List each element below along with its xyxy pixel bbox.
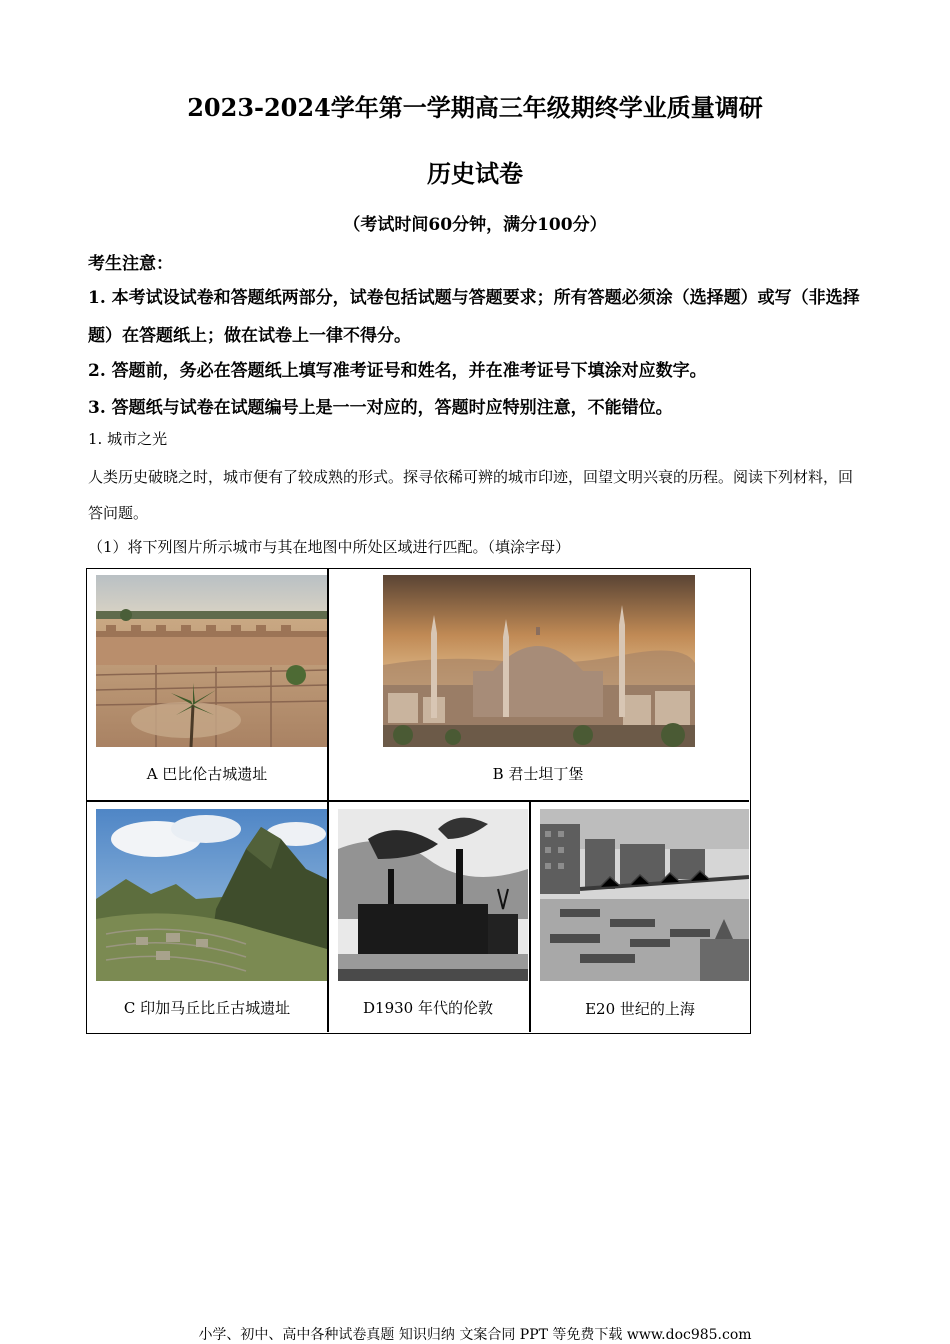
photo-caption-e: E20 世纪的上海: [585, 1000, 695, 1018]
london-1930s-photo: [338, 809, 528, 981]
page-title: 2023-2024学年第一学期高三年级期终学业质量调研: [187, 93, 763, 122]
question-sub-1: （1）将下列图片所示城市与其在地图中所处区域进行匹配。（填涂字母）: [88, 538, 571, 556]
exam-info: （考试时间60分钟，满分100分）: [343, 215, 607, 235]
photo-caption-a: A 巴比伦古城遗址: [146, 765, 268, 783]
notice-item-3: 3. 答题纸与试卷在试题编号上是一一对应的，答题时应特别注意，不能错位。: [88, 398, 673, 418]
photo-caption-c: C 印加马丘比丘古城遗址: [123, 999, 291, 1017]
question-intro: 人类历史破晓之时，城市便有了较成熟的形式。探寻依稀可辨的城市印迹，回望文明兴衰的历程。阅读下列材料，回答问题。: [88, 468, 854, 522]
page-footer: 小学、初中、高中各种试卷真题 知识归纳 文案合同 PPT 等免费下载 www.doc985.com: [198, 1327, 752, 1343]
notice-item-2: 2. 答题前，务必在答题纸上填写准考证号和姓名，并在准考证号下填涂对应数字。: [88, 361, 707, 381]
subject-title: 历史试卷: [427, 159, 523, 188]
machu-picchu-photo: [96, 809, 327, 981]
question-heading: 1. 城市之光: [88, 430, 168, 448]
photo-caption-d: D1930 年代的伦敦: [363, 999, 493, 1017]
constantinople-photo: [383, 575, 695, 747]
photo-caption-b: B 君士坦丁堡: [492, 765, 584, 783]
notice-item-1: 1. 本考试设试卷和答题纸两部分，试卷包括试题与答题要求；所有答题必须涂（选择题）或写（非选择题）在答题纸上；做在试卷上一律不得分。: [88, 288, 860, 346]
babylon-ruins-photo: [96, 575, 327, 747]
notice-heading: 考生注意：: [88, 254, 173, 274]
shanghai-photo: [540, 809, 749, 981]
photo-table: [86, 568, 751, 1034]
table-divider: [87, 800, 749, 802]
